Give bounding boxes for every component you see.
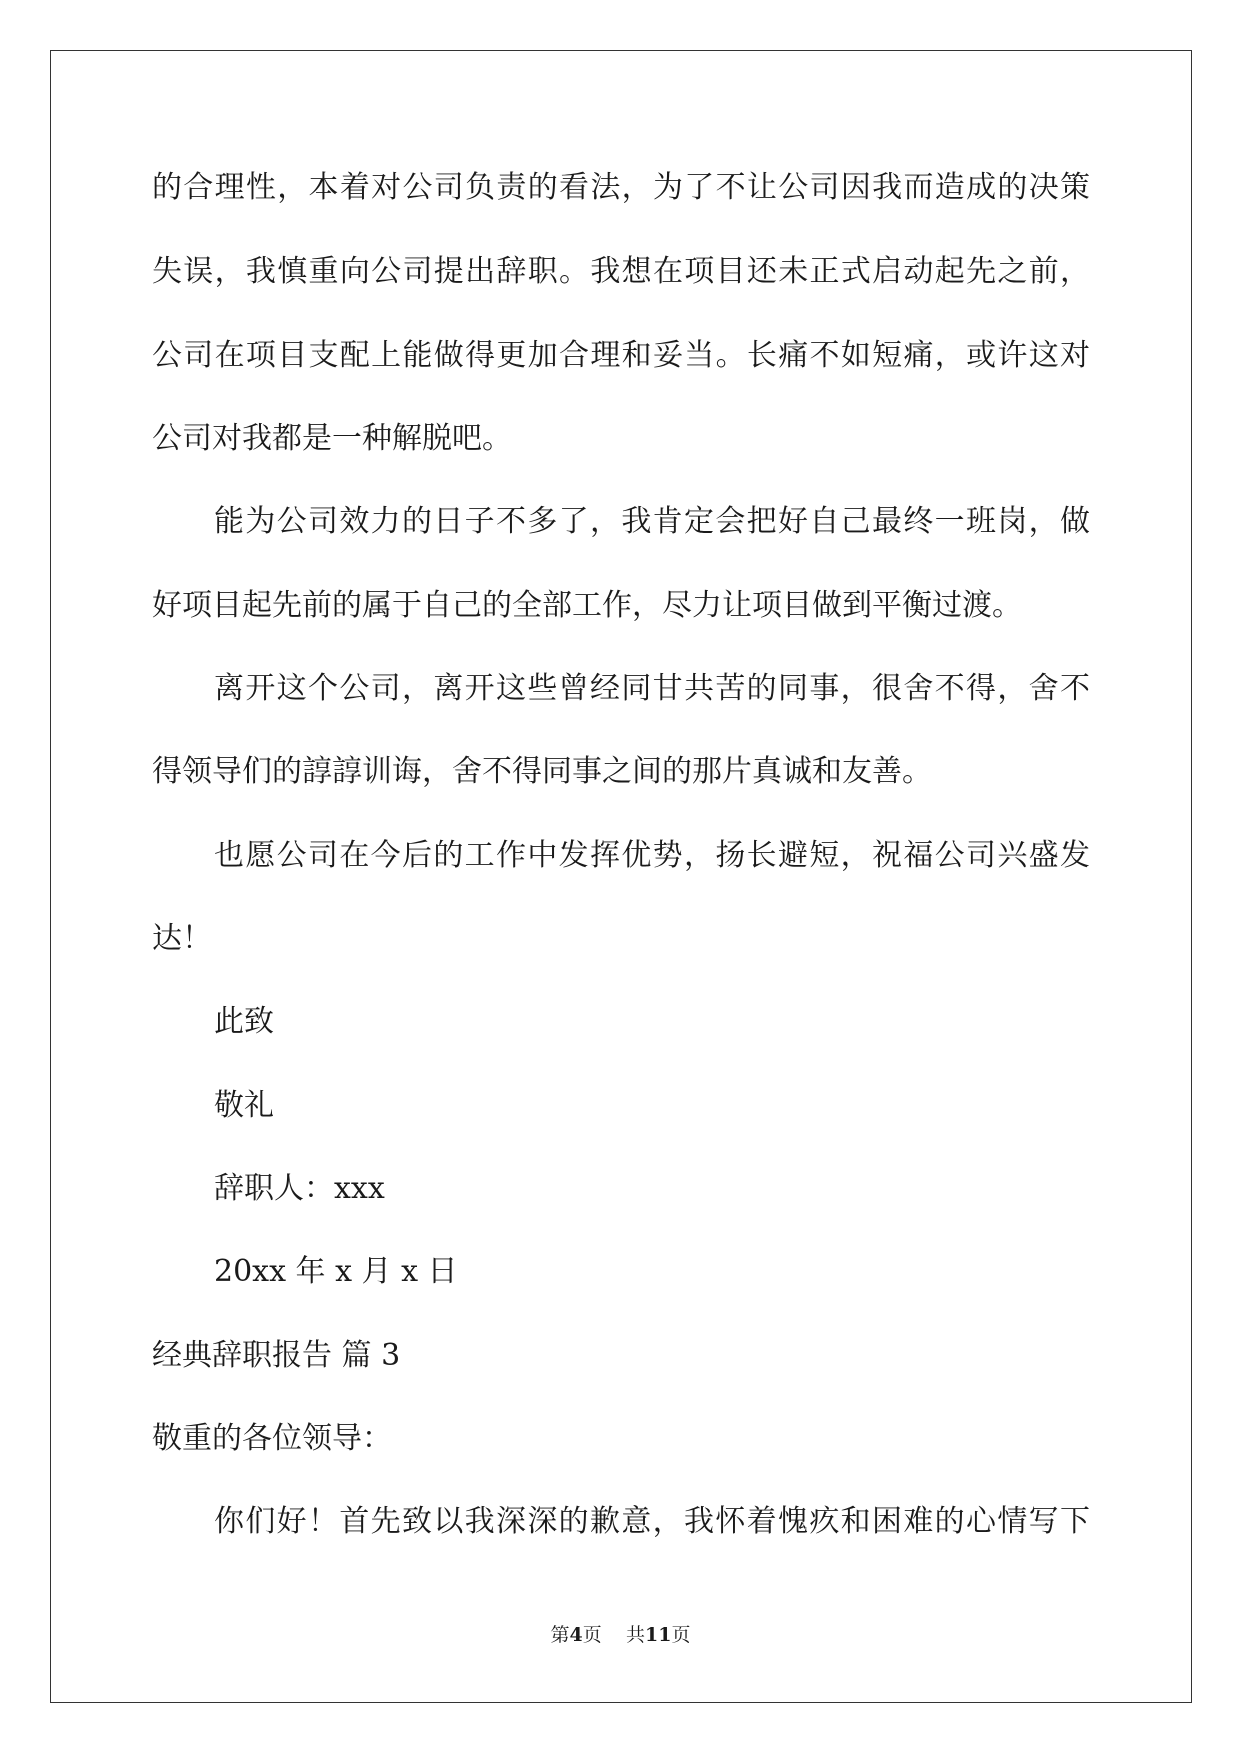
text-line: 得领导们的諄諄训诲，舍不得同事之间的那片真诚和友善。 [152,754,932,789]
text-line: 的合理性，本着对公司负责的看法，为了不让公司因我而造成的决策 [152,170,1090,205]
section-heading: 经典辞职报告 篇 3 [152,1338,401,1373]
page-prefix: 第 [550,1624,570,1646]
text-line: 达！ [152,921,212,956]
signature-line: 辞职人：xxx [214,1171,385,1206]
page-number: 4 [569,1624,583,1646]
closing-regards: 敬礼 [214,1088,274,1123]
total-pages: 11 [644,1624,672,1646]
text-line: 失误，我慎重向公司提出辞职。我想在项目还未正式启动起先之前， [152,254,1090,289]
page-unit: 页 [582,1624,602,1646]
page-footer [0,1623,1241,1647]
paragraph-line: 离开这个公司，离开这些曾经同甘共苦的同事，很舍不得，舍不 [214,671,1090,706]
paragraph-line: 你们好！首先致以我深深的歉意，我怀着愧疚和困难的心情写下 [214,1504,1090,1539]
text-line: 公司在项目支配上能做得更加合理和妥当。长痛不如短痛，或许这对 [152,338,1090,373]
total-unit: 页 [671,1624,691,1646]
text-line: 好项目起先前的属于自己的全部工作，尽力让项目做到平衡过渡。 [152,588,1022,623]
total-prefix: 共 [625,1624,645,1646]
text-line: 公司对我都是一种解脱吧。 [152,421,512,456]
date-line: 20xx 年 x 月 x 日 [214,1254,458,1289]
paragraph-line: 也愿公司在今后的工作中发挥优势，扬长避短，祝福公司兴盛发 [214,838,1090,873]
paragraph-line: 能为公司效力的日子不多了，我肯定会把好自己最终一班岗，做 [214,504,1090,539]
closing-salutation: 此致 [214,1004,274,1039]
greeting-line: 敬重的各位领导： [152,1421,392,1456]
